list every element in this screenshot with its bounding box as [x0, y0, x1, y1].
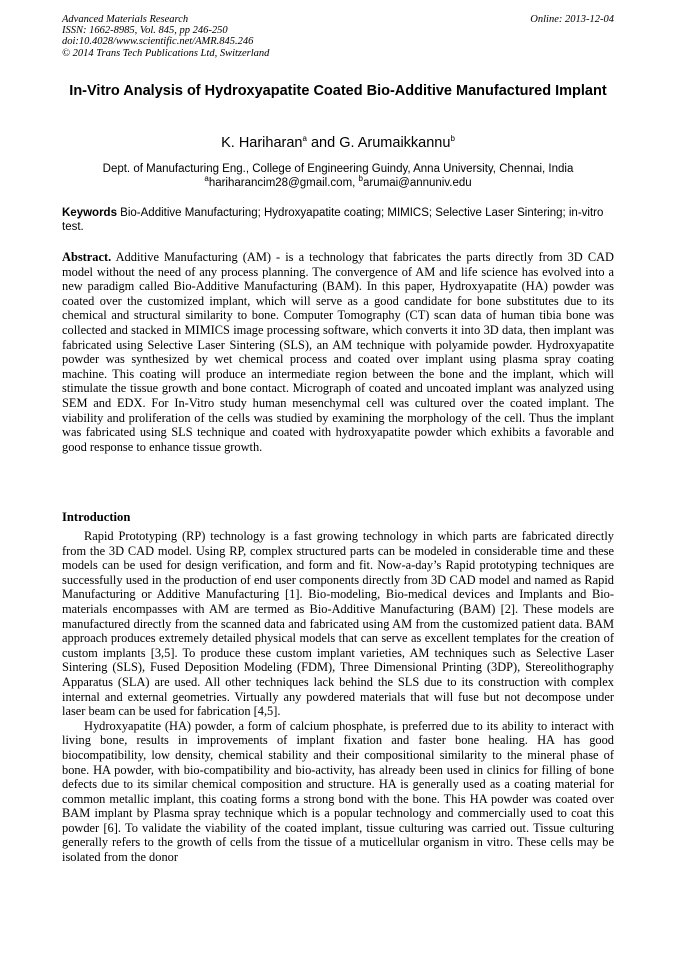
- email-address: hariharancim28@gmail.com,: [208, 177, 359, 189]
- journal-copyright: © 2014 Trans Tech Publications Ltd, Switzerland: [62, 47, 270, 59]
- author-emails: [62, 176, 614, 190]
- introduction-body: [62, 529, 614, 865]
- affiliation: Dept. of Manufacturing Eng., College of Engineering Guindy, Anna University, Chennai, India: [102, 163, 574, 175]
- keywords-block: [62, 206, 614, 234]
- abstract-label: Abstract.: [62, 250, 112, 264]
- email-address: arumai@annuniv.edu: [363, 177, 472, 189]
- author-affiliation-mark: b: [450, 134, 455, 144]
- journal-issn: ISSN: 1662-8985, Vol. 845, pp 246-250: [62, 25, 228, 37]
- paragraph: Hydroxyapatite (HA) powder, a form of calcium phosphate, is preferred due to its ability to interact with living bone, results in improvements of implant fixation and faster bone healing. HA has good biocompatibility, low density, chemical stability and their compositional similarity to the mineral phase of bone. HA powder, with bio-compatibility and bio-activity, has already been used in clinics for filling of bone defects due to its similar chemical composition and structure. HA is generally used as a coating material for common metallic implant, this coating forms a strong bond with the bone. This HA powder was coated over BAM implant by Plasma spray technique which is a popular technology and commercially used to coat this powder [6]. To validate the viability of the coated implant, tissue culturing was carried out. Tissue culturing generally refers to the growth of cells from the tissue of a muticellular organism in vitro. These cells may be isolated from the donor: [62, 718, 614, 865]
- online-date: Online: 2013-12-04: [530, 14, 614, 25]
- author-list: [62, 134, 614, 152]
- author-name: G. Arumaikkannu: [339, 135, 451, 151]
- paper-title: In-Vitro Analysis of Hydroxyapatite Coated Bio-Additive Manufactured Implant: [69, 83, 607, 99]
- author-name: K. Hariharan: [221, 135, 303, 151]
- email-mark: a: [204, 174, 209, 184]
- journal-header: [62, 14, 614, 59]
- keywords-text: Bio-Additive Manufacturing; Hydroxyapatite coating; MIMICS; Selective Laser Sintering; in-vitro test.: [62, 207, 604, 233]
- journal-doi: doi:10.4028/www.scientific.net/AMR.845.246: [62, 36, 254, 48]
- keywords-label: Keywords: [62, 207, 117, 219]
- email-mark: b: [358, 174, 363, 184]
- paragraph: Rapid Prototyping (RP) technology is a fast growing technology in which parts are fabricated directly from the 3D CAD model. Using RP, complex structured parts can be modeled in considerable time and these models can be used for design verification, and form and fit. Now-a-day’s Rapid prototyping techniques are successfully used in the production of end user components directly from 3D CAD model and named as Rapid Manufacturing or Additive Manufacturing [1]. Bio-modeling, Bio-medical devices and Implants and Bio-materials encompasses with AM are termed as Bio-Additive Manufacturing (BAM) [2]. These models are manufactured directly from the scanned data and fabricated using AM from the customized patient data. BAM approach produces extremely detailed physical models that can serve as excellent templates for the creation of custom implants [3,5]. To produce these custom implant varieties, AM techniques such as Selective Laser Sintering (SLS), Fused Deposition Modeling (FDM), Three Dimensional Printing (3DP), Stereolithography Apparatus (SLA) are used. All other techniques lack behind the SLS due to its construction with complex internal and external geometries. Virtually any powdered materials that will fuse but not decompose under laser beam can be used for fabrication [4,5].: [62, 529, 614, 719]
- journal-name: Advanced Materials Research: [62, 14, 189, 25]
- abstract-text: Additive Manufacturing (AM) - is a technology that fabricates the parts directly from 3D CAD model without the need of any process planning. The convergence of AM and life science has evolved into a new paradigm called Bio-Additive Manufacturing (BAM). In this paper, Hydroxyapatite (HA) powder was coated over the customized implant, which will serve as a good candidate for bone substitutes due to its chemical and structural similarity to bone. Computer Tomography (CT) scan data of human tibia bone was collected and stacked in MIMICS image processing software, which converts it into 3D data, then implant was fabricated using Selective Laser Sintering (SLS), an AM technique with polyamide powder. Hydroxyapatite powder was synthesized by wet chemical process and coated over implant using plasma spray coating machine. This coating will produce an intermediate region between the bone and the implant, which will stimulate the tissue growth and bone contact. Micrograph of coated and uncoated implant was analyzed using SEM and EDX. For In-Vitro study human mesenchymal cell was cultured over the coated implant. The viability and proliferation of the cells was studied by examining the morphology of the cell. Thus the implant was fabricated using SLS technique and coated with hydroxyapatite powder which exhibits a favorable and good response to enhance tissue growth.: [62, 250, 614, 454]
- abstract-block: [62, 250, 614, 454]
- author-conjunction: and: [306, 135, 340, 151]
- author-affiliation-mark: a: [302, 134, 307, 144]
- section-heading-introduction: Introduction: [62, 510, 131, 524]
